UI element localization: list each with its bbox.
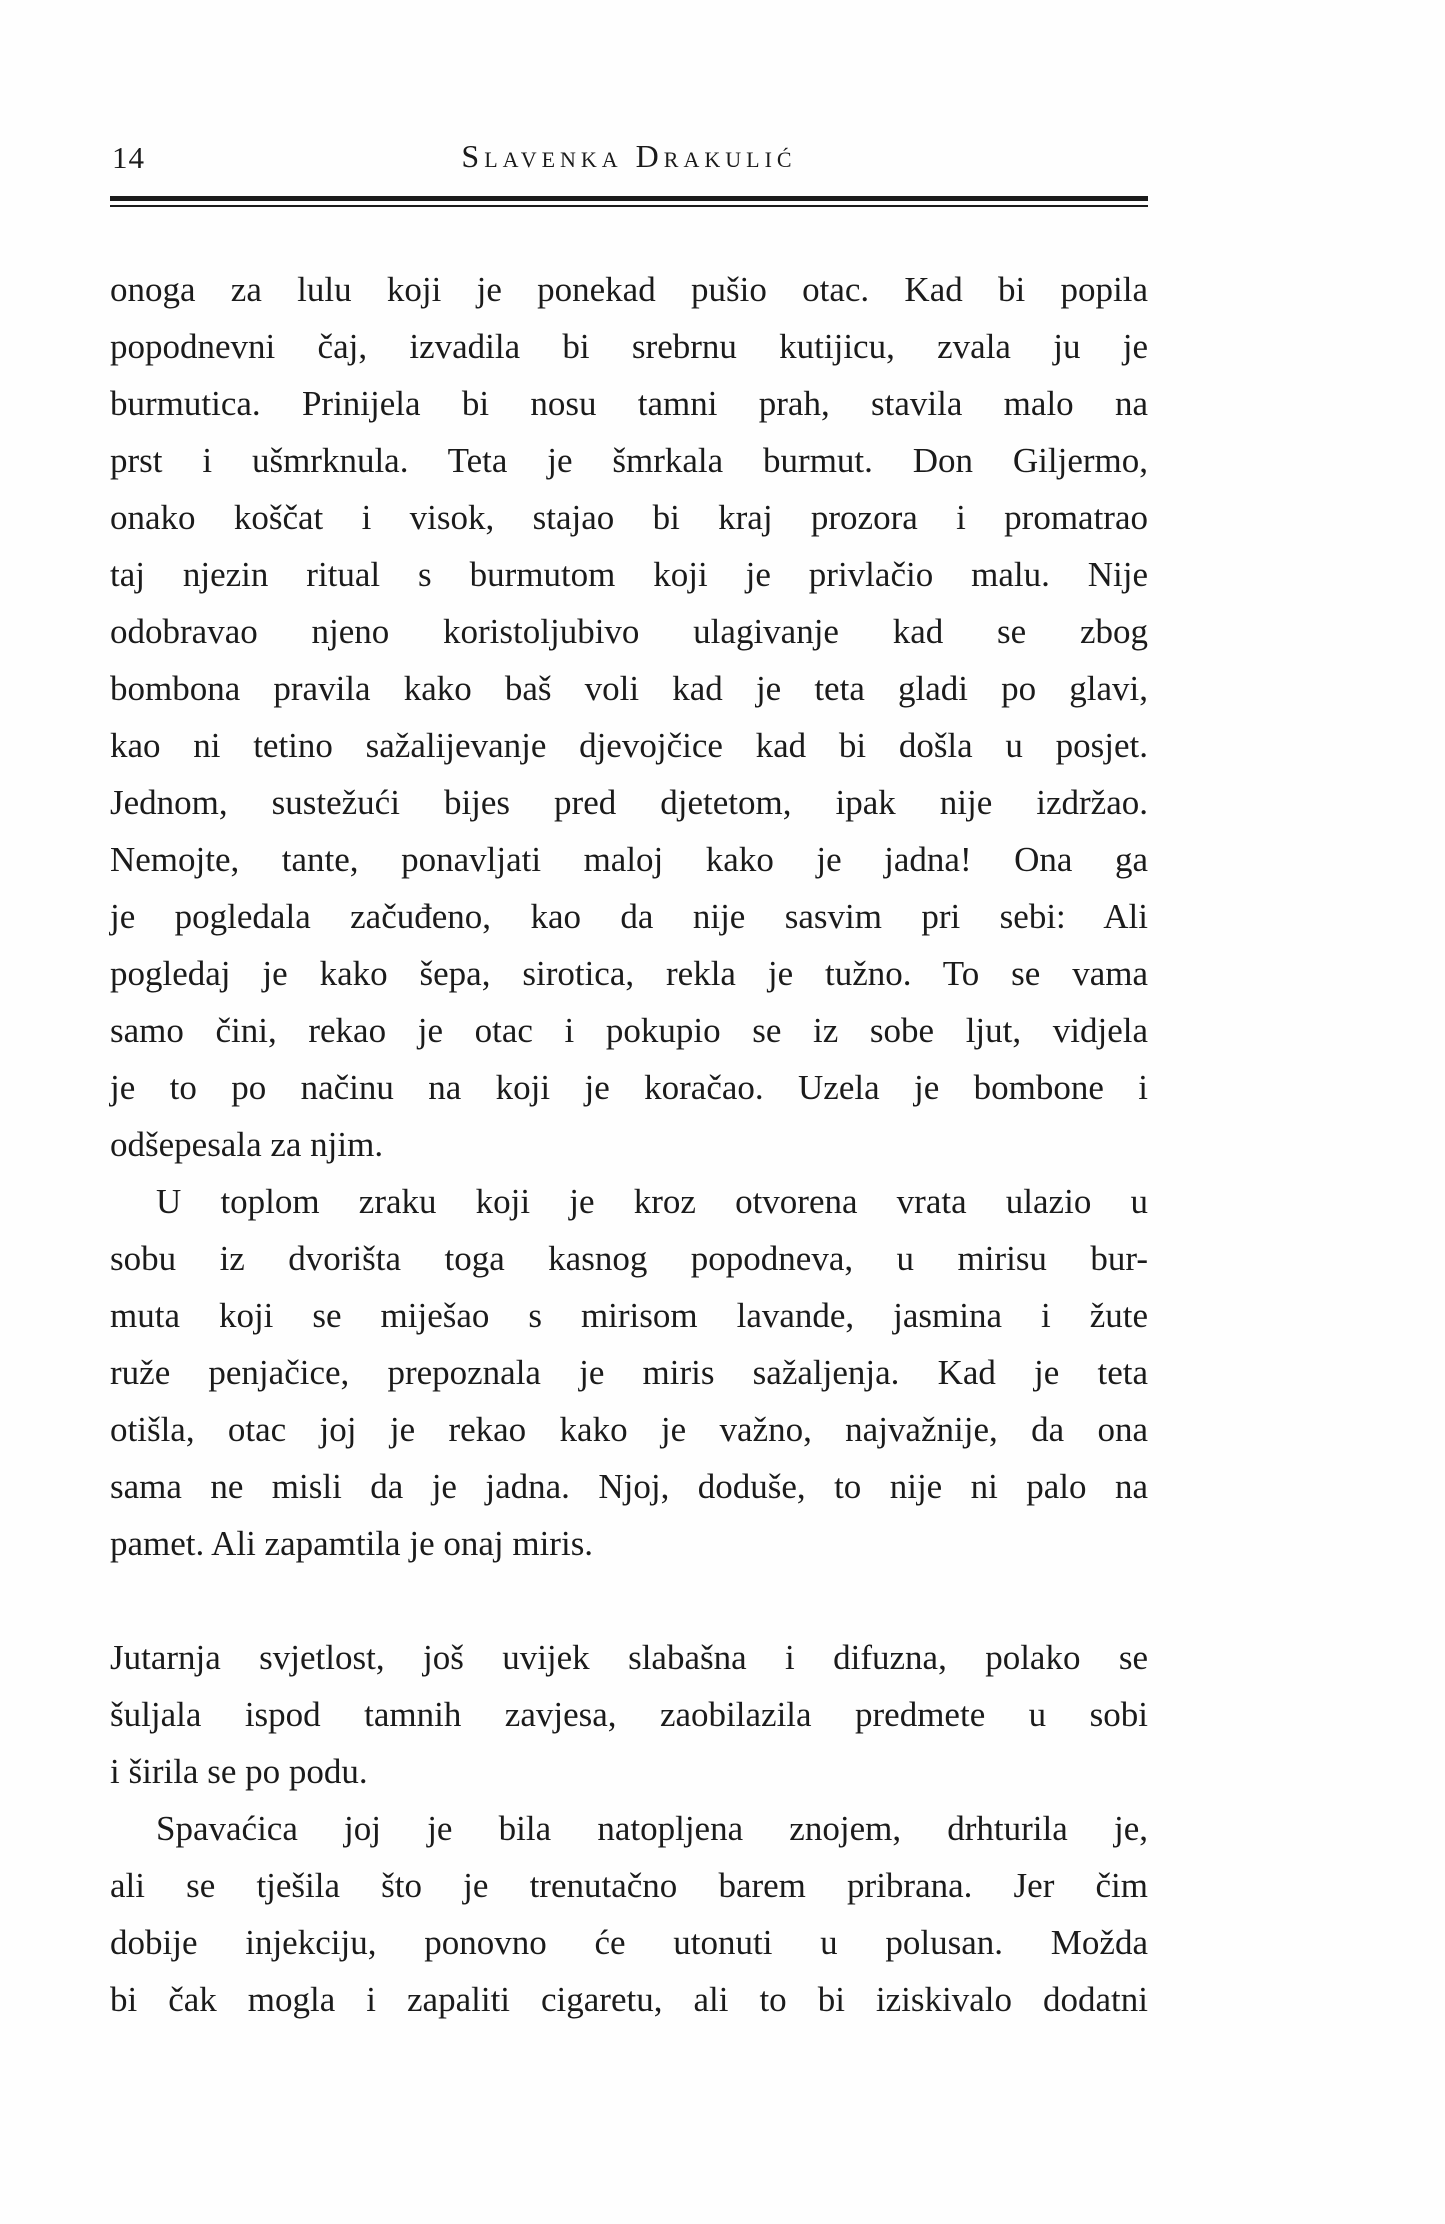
text-line: je pogledala začuđeno, kao da nije sasvim pri sebi: Ali [110,897,1148,936]
text-line: taj njezin ritual s burmutom koji je privlačio malu. Nije [110,555,1148,594]
text-line: prst i ušmrknula. Teta je šmrkala burmut. Don Giljermo, [110,441,1148,480]
header-rule-thick [110,196,1148,201]
page-number: 14 [112,140,145,175]
text-line: onoga za lulu koji je ponekad pušio otac. Kad bi popila [110,270,1148,309]
text-line: muta koji se miješao s mirisom lavande, jasmina i žute [110,1296,1148,1335]
text-line: ali se tješila što je trenutačno barem pribrana. Jer čim [110,1866,1148,1905]
text-line: burmutica. Prinijela bi nosu tamni prah, stavila malo na [110,384,1148,423]
header-rule-thin [110,205,1148,207]
text-line: Nemojte, tante, ponavljati maloj kako je jadna! Ona ga [110,840,1148,879]
paragraph [110,1173,1148,1572]
text-line: popodnevni čaj, izvadila bi srebrnu kutijicu, zvala ju je [110,327,1148,366]
text-block [110,261,1148,2028]
text-line: kao ni tetino sažalijevanje djevojčice kad bi došla u posjet. [110,726,1148,765]
paragraph [110,1800,1148,2028]
text-line: pogledaj je kako šepa, sirotica, rekla je tužno. To se vama [110,954,1148,993]
text-line: odšepesala za njim. [110,1125,384,1164]
page-header [110,138,1148,182]
text-line: Jednom, sustežući bijes pred djetetom, ipak nije izdržao. [110,783,1148,822]
text-line: sama ne misli da je jadna. Njoj, doduše, to nije ni palo na [110,1467,1148,1506]
text-line: odobravao njeno koristoljubivo ulagivanje kad se zbog [110,612,1148,651]
text-line: bombona pravila kako baš voli kad je teta gladi po glavi, [110,669,1148,708]
paragraph [110,261,1148,1173]
text-line: Spavaćica joj je bila natopljena znojem, drhturila je, [156,1809,1148,1848]
text-line: sobu iz dvorišta toga kasnog popodneva, u mirisu bur- [110,1239,1148,1278]
header-rule [110,196,1148,207]
text-line: bi čak mogla i zapaliti cigaretu, ali to bi iziskivalo dodatni [110,1980,1148,2019]
text-line: šuljala ispod tamnih zavjesa, zaobilazila predmete u sobi [110,1695,1148,1734]
text-line: onako koščat i visok, stajao bi kraj prozora i promatrao [110,498,1148,537]
text-line: otišla, otac joj je rekao kako je važno, najvažnije, da ona [110,1410,1148,1449]
text-line: ruže penjačice, prepoznala je miris sažaljenja. Kad je teta [110,1353,1148,1392]
text-line: dobije injekciju, ponovno će utonuti u polusan. Možda [110,1923,1148,1962]
text-line: je to po načinu na koji je koračao. Uzela je bombone i [110,1068,1148,1107]
text-line: Jutarnja svjetlost, još uvijek slabašna i difuzna, polako se [110,1638,1148,1677]
text-line: i širila se po podu. [110,1752,368,1791]
paragraph [110,1629,1148,1800]
running-header: Slavenka Drakulić [461,138,797,174]
text-line: U toplom zraku koji je kroz otvorena vrata ulazio u [156,1182,1148,1221]
text-line: pamet. Ali zapamtila je onaj miris. [110,1524,594,1563]
text-line: samo čini, rekao je otac i pokupio se iz sobe ljut, vidjela [110,1011,1148,1050]
